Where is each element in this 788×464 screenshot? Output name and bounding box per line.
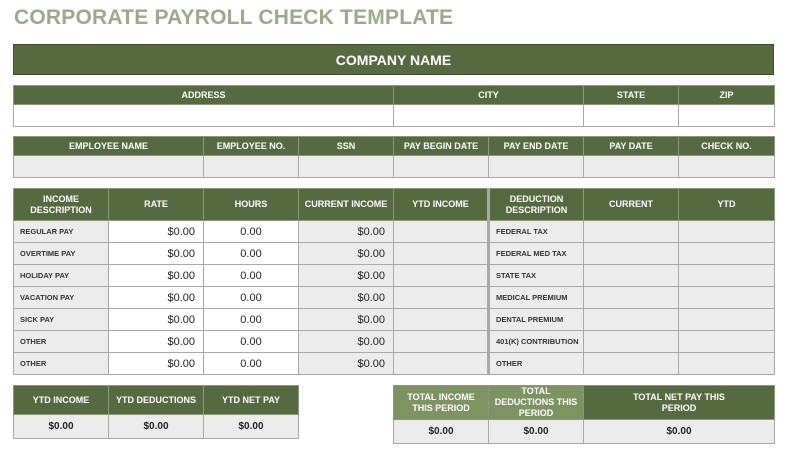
employee-name-header: EMPLOYEE NAME: [14, 137, 204, 156]
pay-begin-date-header: PAY BEGIN DATE: [394, 137, 489, 156]
table-row: [14, 353, 775, 375]
deduction-description-cell: STATE TAX: [489, 265, 584, 287]
pay-end-date-header: PAY END DATE: [489, 137, 584, 156]
income-description-cell: OVERTIME PAY: [14, 243, 109, 265]
hours-header: HOURS: [204, 189, 299, 221]
ytd-income-cell[interactable]: [394, 221, 489, 243]
hours-cell[interactable]: 0.00: [204, 221, 299, 243]
employee-table: [13, 136, 775, 178]
deduction-ytd-cell[interactable]: [679, 265, 775, 287]
ytd-income-header: YTD INCOME: [394, 189, 489, 221]
period-summary-table: [393, 385, 775, 444]
earnings-deductions-table: [13, 188, 775, 375]
deduction-description-header: DEDUCTION DESCRIPTION: [489, 189, 584, 221]
current-income-cell: $0.00: [299, 265, 394, 287]
check-no-header: CHECK NO.: [679, 137, 775, 156]
deduction-description-cell: OTHER: [489, 353, 584, 375]
total-deductions-period-header: TOTAL DEDUCTIONS THIS PERIOD: [489, 386, 584, 420]
state-input[interactable]: [584, 105, 679, 127]
state-header: STATE: [584, 86, 679, 105]
address-input[interactable]: [14, 105, 394, 127]
rate-header: RATE: [109, 189, 204, 221]
ytd-income-cell[interactable]: [394, 265, 489, 287]
ytd-income-cell[interactable]: [394, 243, 489, 265]
deduction-ytd-header: YTD: [679, 189, 775, 221]
table-row: [14, 287, 775, 309]
rate-cell[interactable]: $0.00: [109, 243, 204, 265]
deduction-ytd-cell[interactable]: [679, 331, 775, 353]
current-income-cell: $0.00: [299, 221, 394, 243]
current-income-header: CURRENT INCOME: [299, 189, 394, 221]
deduction-ytd-cell[interactable]: [679, 353, 775, 375]
rate-cell[interactable]: $0.00: [109, 331, 204, 353]
pay-begin-date-input[interactable]: [394, 156, 489, 178]
rate-cell[interactable]: $0.00: [109, 353, 204, 375]
total-income-period-value: $0.00: [394, 420, 489, 444]
income-description-cell: OTHER: [14, 353, 109, 375]
pay-date-header: PAY DATE: [584, 137, 679, 156]
company-name-banner: COMPANY NAME: [13, 44, 774, 75]
ytd-income-total: $0.00: [14, 415, 109, 439]
table-row: [14, 331, 775, 353]
hours-cell[interactable]: 0.00: [204, 287, 299, 309]
deduction-current-cell[interactable]: [584, 221, 679, 243]
current-income-cell: $0.00: [299, 287, 394, 309]
hours-cell[interactable]: 0.00: [204, 353, 299, 375]
table-row: [14, 243, 775, 265]
total-deductions-period-value: $0.00: [489, 420, 584, 444]
page-title: CORPORATE PAYROLL CHECK TEMPLATE: [14, 6, 454, 29]
current-income-cell: $0.00: [299, 331, 394, 353]
total-net-pay-period-header: TOTAL NET PAY THIS PERIOD: [584, 386, 775, 420]
pay-end-date-input[interactable]: [489, 156, 584, 178]
income-description-cell: HOLIDAY PAY: [14, 265, 109, 287]
deduction-current-cell[interactable]: [584, 243, 679, 265]
rate-cell[interactable]: $0.00: [109, 221, 204, 243]
rate-cell[interactable]: $0.00: [109, 309, 204, 331]
hours-cell[interactable]: 0.00: [204, 243, 299, 265]
total-income-period-header: TOTAL INCOME THIS PERIOD: [394, 386, 489, 420]
zip-input[interactable]: [679, 105, 775, 127]
deduction-description-cell: DENTAL PREMIUM: [489, 309, 584, 331]
table-row: [14, 309, 775, 331]
hours-cell[interactable]: 0.00: [204, 331, 299, 353]
deduction-description-cell: FEDERAL TAX: [489, 221, 584, 243]
pay-date-input[interactable]: [584, 156, 679, 178]
hours-cell[interactable]: 0.00: [204, 265, 299, 287]
ytd-income-cell[interactable]: [394, 353, 489, 375]
deduction-current-cell[interactable]: [584, 309, 679, 331]
table-row: [14, 265, 775, 287]
deduction-ytd-cell[interactable]: [679, 243, 775, 265]
ytd-income-cell[interactable]: [394, 287, 489, 309]
deduction-description-cell: MEDICAL PREMIUM: [489, 287, 584, 309]
ssn-header: SSN: [299, 137, 394, 156]
ytd-summary-table: [13, 385, 299, 439]
deduction-ytd-cell[interactable]: [679, 221, 775, 243]
deduction-description-cell: 401(K) CONTRIBUTION: [489, 331, 584, 353]
zip-header: ZIP: [679, 86, 775, 105]
ytd-income-summary-header: YTD INCOME: [14, 386, 109, 415]
employee-name-input[interactable]: [14, 156, 204, 178]
income-description-cell: SICK PAY: [14, 309, 109, 331]
city-header: CITY: [394, 86, 584, 105]
deduction-description-cell: FEDERAL MED TAX: [489, 243, 584, 265]
total-net-pay-period-value: $0.00: [584, 420, 775, 444]
deduction-ytd-cell[interactable]: [679, 287, 775, 309]
ytd-deductions-total: $0.00: [109, 415, 204, 439]
deduction-current-header: CURRENT: [584, 189, 679, 221]
ytd-income-cell[interactable]: [394, 331, 489, 353]
current-income-cell: $0.00: [299, 309, 394, 331]
deduction-current-cell[interactable]: [584, 331, 679, 353]
deduction-ytd-cell[interactable]: [679, 309, 775, 331]
ytd-net-pay-total: $0.00: [204, 415, 299, 439]
ssn-input[interactable]: [299, 156, 394, 178]
rate-cell[interactable]: $0.00: [109, 265, 204, 287]
address-header: ADDRESS: [14, 86, 394, 105]
current-income-cell: $0.00: [299, 243, 394, 265]
ytd-income-cell[interactable]: [394, 309, 489, 331]
income-description-cell: OTHER: [14, 331, 109, 353]
deduction-current-cell[interactable]: [584, 265, 679, 287]
current-income-cell: $0.00: [299, 353, 394, 375]
employee-no-input[interactable]: [204, 156, 299, 178]
city-input[interactable]: [394, 105, 584, 127]
deduction-current-cell[interactable]: [584, 353, 679, 375]
check-no-input[interactable]: [679, 156, 775, 178]
hours-cell[interactable]: 0.00: [204, 309, 299, 331]
income-description-header: INCOME DESCRIPTION: [14, 189, 109, 221]
address-table: [13, 85, 775, 127]
employee-no-header: EMPLOYEE NO.: [204, 137, 299, 156]
income-description-cell: VACATION PAY: [14, 287, 109, 309]
table-row: [14, 221, 775, 243]
ytd-deductions-summary-header: YTD DEDUCTIONS: [109, 386, 204, 415]
rate-cell[interactable]: $0.00: [109, 287, 204, 309]
income-description-cell: REGULAR PAY: [14, 221, 109, 243]
ytd-net-pay-summary-header: YTD NET PAY: [204, 386, 299, 415]
deduction-current-cell[interactable]: [584, 287, 679, 309]
